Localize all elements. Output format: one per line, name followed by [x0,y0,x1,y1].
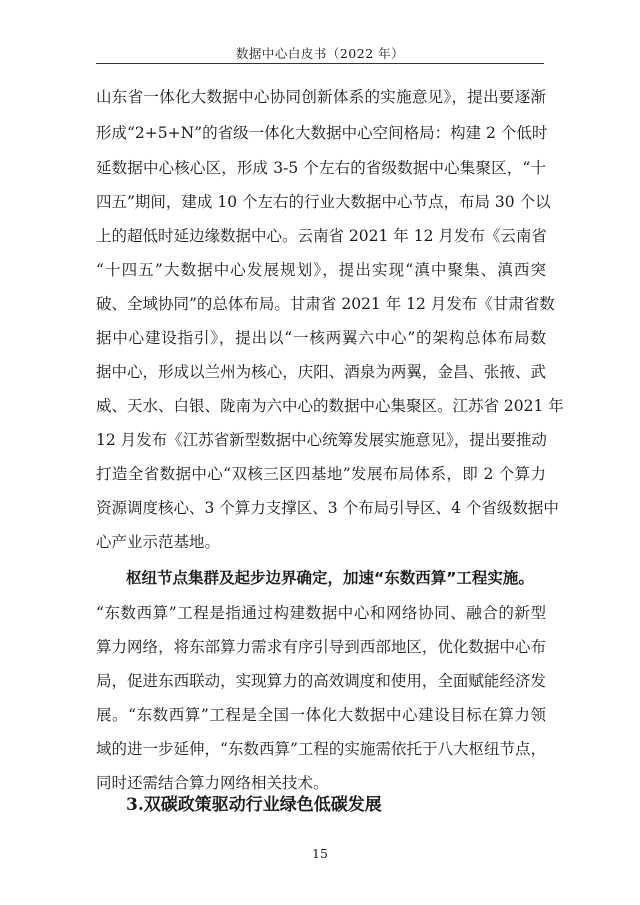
text-line: 域的进一步延伸，“东数西算”工程的实施需依托于八大枢纽节点， [96,740,546,758]
text-line: 形成“2+5+N”的省级一体化大数据中心空间格局：构建 2 个低时 [96,124,548,142]
text-line: 四五”期间，建成 10 个左右的行业大数据中心节点，布局 30 个以 [96,193,551,211]
text-line: “十四五”大数据中心发展规划》，提出实现“滇中聚集、滇西突 [96,261,546,279]
text-line: 据中心建设指引》，提出以“一核两翼六中心”的架构总体布局数 [96,329,546,347]
bold-lead-sentence: 枢纽节点集群及起步边界确定，加速“东数西算”工程实施。 [126,569,534,587]
text-line: 同时还需结合算力网络相关技术。 [96,774,329,792]
page-number: 15 [312,846,328,861]
text-line: 心产业示范基地。 [96,533,221,551]
text-line: 打造全省数据中心“双核三区四基地”发展布局体系，即 2 个算力 [96,465,546,483]
text-line: 上的超低时延边缘数据中心。云南省 2021 年 12 月发布《云南省 [96,227,547,245]
text-line: “东数西算”工程是指通过构建数据中心和网络协同、融合的新型 [96,604,546,622]
text-line: 局，促进东西联动，实现算力的高效调度和使用，全面赋能经济发 [96,672,546,690]
section-heading: 3.双碳政策驱动行业绿色低碳发展 [126,795,382,815]
running-header: 数据中心白皮书（2022 年） [235,46,405,61]
text-line: 12 月发布《江苏省新型数据中心统筹发展实施意见》，提出要推动 [96,431,547,449]
text-line: 资源调度核心、3 个算力支撑区、3 个布局引导区、4 个省级数据中 [96,499,559,517]
text-line: 算力网络，将东部算力需求有序引导到西部地区，优化数据中心布 [96,638,546,656]
text-line: 山东省一体化大数据中心协同创新体系的实施意见》，提出要逐渐 [96,88,546,106]
text-line: 展。“东数西算”工程是全国一体化大数据中心建设目标在算力领 [96,706,546,724]
header-rule [96,63,544,64]
text-line: 延数据中心核心区，形成 3-5 个左右的省级数据中心集聚区，“十 [96,159,546,177]
text-line: 据中心，形成以兰州为核心，庆阳、酒泉为两翼，金昌、张掖、武 [96,363,546,381]
text-line: 破、全域协同”的总体布局。甘肃省 2021 年 12 月发布《甘肃省数 [96,295,555,313]
text-line: 威、天水、白银、陇南为六中心的数据中心集聚区。江苏省 2021 年 [96,397,564,415]
